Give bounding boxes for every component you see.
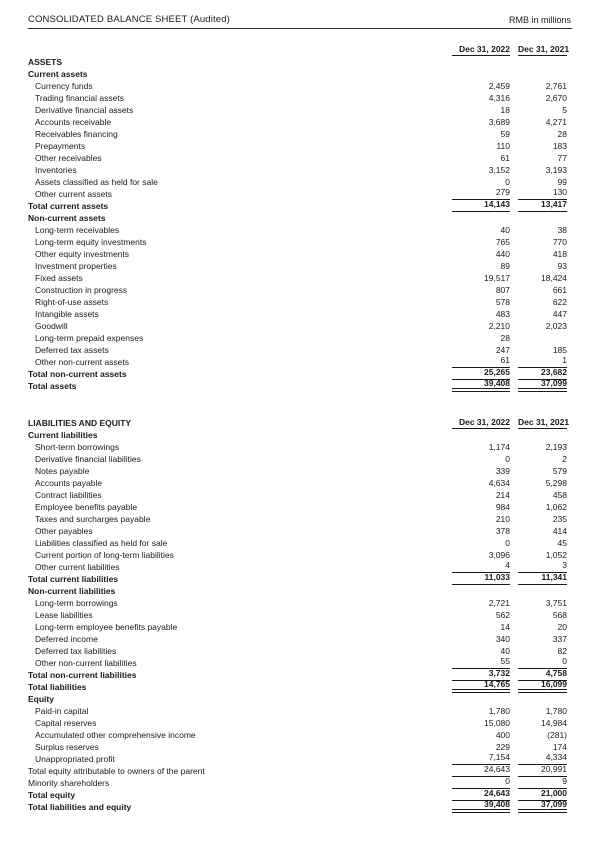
value-2022: 0: [505, 454, 510, 464]
value-2021: 622: [552, 297, 567, 307]
row-label: Intangible assets: [35, 309, 99, 319]
value-2021: 447: [552, 309, 567, 319]
row-label: Long-term prepaid expenses: [35, 333, 144, 343]
table-row: [28, 621, 572, 633]
row-label: Investment properties: [35, 261, 117, 271]
table-row: [28, 92, 572, 104]
table-row: [28, 513, 572, 525]
value-2022: 59: [500, 129, 510, 139]
row-label: Total liabilities: [28, 682, 87, 692]
value-2022: 25,265: [452, 368, 510, 380]
table-row: [28, 200, 572, 212]
value-2022: 2,459: [488, 81, 510, 91]
page-title: CONSOLIDATED BALANCE SHEET (Audited): [28, 14, 230, 25]
value-2021: 2,193: [545, 442, 567, 452]
value-2022: 3,152: [488, 165, 510, 175]
value-2022: 110: [496, 141, 510, 151]
section-header-row: [28, 429, 572, 441]
row-label: Long-term equity investments: [35, 237, 147, 247]
value-2022: 0: [505, 538, 510, 548]
value-2021: 16,099: [518, 681, 567, 693]
value-2021: 2: [562, 454, 567, 464]
row-label: Surplus reserves: [35, 742, 99, 752]
table-row: [28, 152, 572, 164]
row-label: Taxes and surcharges payable: [35, 514, 151, 524]
table-row: [28, 573, 572, 585]
row-label: Deferred tax assets: [35, 345, 109, 355]
section-header-row: [28, 212, 572, 224]
row-label: Deferred tax liabilities: [35, 646, 117, 656]
section-label: Current liabilities: [28, 430, 98, 440]
value-2021: 235: [552, 514, 567, 524]
row-label: Total non-current liabilities: [28, 670, 137, 680]
value-2022: 61: [500, 153, 510, 163]
section-header-row: [28, 585, 572, 597]
value-2022: 765: [495, 237, 510, 247]
row-label: Long-term employee benefits payable: [35, 622, 178, 632]
row-label: Contract liabilities: [35, 490, 102, 500]
value-2021: 770: [552, 237, 567, 247]
table-row: [28, 104, 572, 116]
value-2021: 3,751: [545, 598, 567, 608]
row-label: Long-term receivables: [35, 225, 120, 235]
value-2021: 5: [562, 105, 567, 115]
section-header-row: [28, 56, 572, 68]
value-2022: 0: [452, 777, 510, 789]
value-2022: 24,643: [452, 765, 510, 777]
table-row: [28, 128, 572, 140]
value-2022: 210: [495, 514, 510, 524]
row-label: Total equity attributable to owners of the parent: [28, 766, 205, 776]
value-2021: [518, 68, 567, 80]
value-2022: 18: [500, 105, 510, 115]
assets-table: [28, 44, 572, 392]
value-2022: 2,210: [488, 321, 510, 331]
column-header-2021: Dec 31, 2021: [518, 417, 570, 427]
value-2022: 19,517: [484, 273, 510, 283]
value-2022: 562: [495, 610, 510, 620]
value-2022: 340: [495, 634, 510, 644]
value-2021: 414: [552, 526, 567, 536]
value-2021: 20,991: [518, 765, 567, 777]
table-row: [28, 296, 572, 308]
value-2021: 568: [552, 610, 567, 620]
section-label: ASSETS: [28, 57, 63, 67]
row-label: Deferred income: [35, 634, 98, 644]
value-2021: 3,193: [545, 165, 567, 175]
row-label: Other equity investments: [35, 249, 130, 259]
row-label: Construction in progress: [35, 285, 128, 295]
row-label: Assets classified as held for sale: [35, 177, 158, 187]
value-2021: [518, 429, 567, 441]
value-2021: 18,424: [541, 273, 567, 283]
table-row: [28, 80, 572, 92]
table-row: [28, 284, 572, 296]
row-label: Other receivables: [35, 153, 102, 163]
value-2022: [452, 68, 510, 80]
value-2022: 247: [495, 345, 510, 355]
row-label: Other current liabilities: [35, 562, 120, 572]
currency-unit-note: RMB in millions: [508, 15, 571, 25]
table-row: [28, 633, 572, 645]
table-row: [28, 705, 572, 717]
value-2021: 2,670: [545, 93, 567, 103]
row-label: Total current assets: [28, 201, 109, 211]
value-2021: 661: [552, 285, 567, 295]
value-2021: 418: [552, 249, 567, 259]
row-label: Current portion of long-term liabilities: [35, 550, 174, 560]
row-label: Minority shareholders: [28, 778, 110, 788]
row-label: Total assets: [28, 381, 77, 391]
value-2022: 55: [452, 657, 510, 669]
section-label: Non-current assets: [28, 213, 106, 223]
value-2022: 578: [495, 297, 510, 307]
table-row: [28, 140, 572, 152]
value-2021: 77: [557, 153, 567, 163]
value-2021: 13,417: [518, 200, 567, 212]
value-2022: 279: [452, 188, 510, 200]
row-label: Total liabilities and equity: [28, 802, 132, 812]
row-label: Other non-current assets: [35, 357, 130, 367]
row-label: Total non-current assets: [28, 369, 127, 379]
value-2021: 4,271: [545, 117, 567, 127]
table-row: [28, 609, 572, 621]
section-label: Equity: [28, 694, 54, 704]
value-2021: 183: [552, 141, 567, 151]
row-label: Employee benefits payable: [35, 502, 138, 512]
value-2022: 40: [500, 225, 510, 235]
value-2021: 9: [518, 777, 567, 789]
row-label: Lease liabilities: [35, 610, 93, 620]
value-2021: 23,682: [518, 368, 567, 380]
value-2021: 1,780: [545, 706, 567, 716]
section-gap: [28, 392, 572, 402]
column-header-row: [28, 44, 572, 56]
table-row: [28, 525, 572, 537]
row-label: Total equity: [28, 790, 76, 800]
value-2021: [518, 693, 567, 705]
table-row: [28, 441, 572, 453]
value-2021: 2,023: [545, 321, 567, 331]
table-row: [28, 537, 572, 549]
row-label: Paid-in capital: [35, 706, 89, 716]
value-2022: 1,780: [488, 706, 510, 716]
table-row: [28, 344, 572, 356]
row-label: Receivables financing: [35, 129, 118, 139]
value-2021: 579: [552, 466, 567, 476]
row-label: Fixed assets: [35, 273, 83, 283]
value-2021: [518, 585, 567, 597]
value-2022: 14: [500, 622, 510, 632]
value-2022: 339: [495, 466, 510, 476]
value-2022: 39,408: [452, 801, 510, 813]
value-2021: (281): [547, 730, 567, 740]
value-2021: 337: [552, 634, 567, 644]
table-row: [28, 248, 572, 260]
value-2022: 28: [500, 333, 510, 343]
column-header-2022: Dec 31, 2022: [452, 417, 510, 429]
value-2022: 378: [495, 526, 510, 536]
table-row: [28, 765, 572, 777]
row-label: Short-term borrowings: [35, 442, 120, 452]
row-label: Liabilities classified as held for sale: [35, 538, 168, 548]
row-label: Goodwill: [35, 321, 68, 331]
value-2021: 174: [552, 742, 567, 752]
table-row: [28, 176, 572, 188]
value-2021: 458: [552, 490, 567, 500]
value-2021: 5,298: [545, 478, 567, 488]
value-2021: 0: [518, 657, 567, 669]
value-2022: 14,143: [452, 200, 510, 212]
row-label: [28, 44, 452, 56]
value-2022: 4: [452, 561, 510, 573]
table-row: [28, 332, 572, 344]
value-2022: 24,643: [452, 789, 510, 801]
column-header-2021: Dec 31, 2021: [518, 44, 570, 54]
table-row: [28, 645, 572, 657]
value-2022: 229: [495, 742, 510, 752]
table-row: [28, 489, 572, 501]
table-row: [28, 116, 572, 128]
value-2021: 11,341: [518, 573, 567, 585]
value-2021: 21,000: [518, 789, 567, 801]
row-label: LIABILITIES AND EQUITY: [28, 418, 132, 428]
value-2022: 40: [500, 646, 510, 656]
value-2021: 20: [557, 622, 567, 632]
value-2021: 99: [557, 177, 567, 187]
value-2022: 2,721: [488, 598, 510, 608]
value-2021: 82: [557, 646, 567, 656]
value-2021: 14,984: [541, 718, 567, 728]
row-label: Total current liabilities: [28, 574, 119, 584]
value-2021: 45: [557, 538, 567, 548]
value-2022: [452, 429, 510, 441]
value-2021: 1,052: [545, 550, 567, 560]
value-2021: [518, 56, 567, 68]
value-2022: 4,634: [488, 478, 510, 488]
table-row: [28, 224, 572, 236]
section-header-row: [28, 693, 572, 705]
value-2022: 807: [495, 285, 510, 295]
table-row: [28, 549, 572, 561]
value-2021: 2,761: [545, 81, 567, 91]
value-2022: 483: [495, 309, 510, 319]
value-2021: 38: [557, 225, 567, 235]
value-2021: 93: [557, 261, 567, 271]
table-row: [28, 272, 572, 284]
row-label: Unappropriated profit: [35, 754, 115, 764]
liabilities-equity-table: [28, 417, 572, 813]
row-label: Accounts payable: [35, 478, 103, 488]
value-2022: [452, 56, 510, 68]
row-label: Long-term borrowings: [35, 598, 118, 608]
value-2022: 61: [452, 356, 510, 368]
table-row: [28, 453, 572, 465]
column-header-row: [28, 417, 572, 429]
value-2021: 185: [552, 345, 567, 355]
table-row: [28, 308, 572, 320]
table-row: [28, 597, 572, 609]
table-row: [28, 320, 572, 332]
table-row: [28, 477, 572, 489]
row-label: Derivative financial assets: [35, 105, 134, 115]
row-label: Trading financial assets: [35, 93, 124, 103]
table-row: [28, 260, 572, 272]
table-row: [28, 681, 572, 693]
value-2022: 3,096: [488, 550, 510, 560]
value-2022: 400: [495, 730, 510, 740]
row-label: Other non-current liabilities: [35, 658, 137, 668]
row-label: Currency funds: [35, 81, 93, 91]
value-2022: [452, 212, 510, 224]
value-2022: 984: [495, 502, 510, 512]
value-2022: 3,689: [488, 117, 510, 127]
table-row: [28, 164, 572, 176]
value-2021: 28: [557, 129, 567, 139]
table-row: [28, 465, 572, 477]
row-label: Notes payable: [35, 466, 90, 476]
section-header-row: [28, 68, 572, 80]
row-label: Prepayments: [35, 141, 86, 151]
value-2021: 37,099: [518, 380, 567, 392]
section-label: Current assets: [28, 69, 88, 79]
value-2022: 0: [505, 177, 510, 187]
value-2021: 4,334: [518, 753, 567, 765]
value-2021: [518, 332, 567, 344]
row-label: Other current assets: [35, 189, 113, 199]
value-2022: [452, 693, 510, 705]
value-2022: 39,408: [452, 380, 510, 392]
value-2021: 37,099: [518, 801, 567, 813]
table-row: [28, 801, 572, 813]
section-label: Non-current liabilities: [28, 586, 116, 596]
table-row: [28, 501, 572, 513]
value-2022: [452, 585, 510, 597]
document-header: [28, 14, 572, 29]
column-header-2022: Dec 31, 2022: [452, 44, 510, 56]
value-2022: 1,174: [488, 442, 510, 452]
value-2021: 4,758: [518, 669, 567, 681]
row-label: Accumulated other comprehensive income: [35, 730, 196, 740]
row-label: Derivative financial liabilities: [35, 454, 141, 464]
value-2021: 1: [518, 356, 567, 368]
row-label: Right-of-use assets: [35, 297, 109, 307]
value-2022: 89: [500, 261, 510, 271]
table-row: [28, 717, 572, 729]
value-2022: 440: [495, 249, 510, 259]
value-2022: 4,316: [488, 93, 510, 103]
value-2021: 1,062: [545, 502, 567, 512]
table-row: [28, 236, 572, 248]
value-2022: 11,033: [452, 573, 510, 585]
row-label: Other payables: [35, 526, 93, 536]
value-2022: 15,080: [484, 718, 510, 728]
value-2021: 3: [518, 561, 567, 573]
value-2022: 214: [495, 490, 510, 500]
table-row: [28, 729, 572, 741]
value-2022: 14,765: [452, 681, 510, 693]
value-2022: 7,154: [452, 753, 510, 765]
row-label: Inventories: [35, 165, 77, 175]
row-label: Capital reserves: [35, 718, 97, 728]
value-2022: 3,732: [452, 669, 510, 681]
table-row: [28, 380, 572, 392]
value-2021: 130: [518, 188, 567, 200]
value-2021: [518, 212, 567, 224]
row-label: Accounts receivable: [35, 117, 112, 127]
